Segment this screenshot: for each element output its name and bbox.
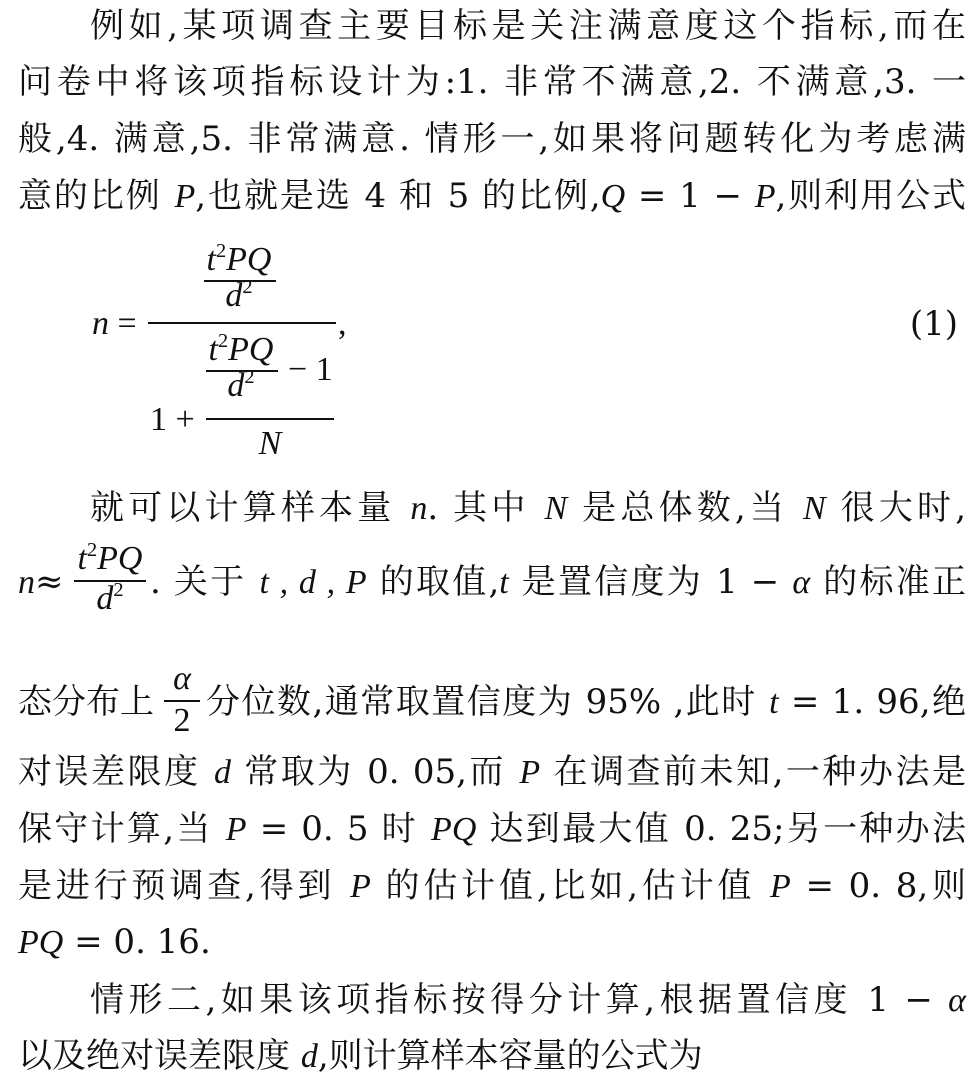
denominator-minus-one: − 1: [288, 351, 333, 388]
denominator-one-plus: 1 +: [150, 401, 195, 438]
equation-number: (1): [909, 304, 958, 344]
alpha-over-two-bottom: 2: [173, 702, 191, 739]
inline-fraction-bottom: $d^2$: [96, 578, 124, 617]
numerator-top: $t^2PQ$: [206, 239, 272, 278]
alpha-over-two-top: α: [173, 660, 191, 697]
text-line: PQ = 0. 16.: [18, 922, 211, 962]
text-line: 意的比例 P,也就是选 4 和 5 的比例,Q = 1 − P,则利用公式: [18, 176, 967, 216]
equation-lhs: n =: [92, 305, 137, 342]
text-line: 分位数,通常取置信度为 95% ,此时 t = 1. 96,绝: [206, 682, 966, 722]
denominator-N: N: [258, 425, 282, 462]
main-fraction-bar: [148, 322, 336, 324]
text-line: 例如,某项调查主要目标是关注满意度这个指标,而在: [90, 6, 966, 46]
text-line: 态分布上: [18, 682, 154, 722]
text-line: 保守计算,当 P = 0. 5 时 PQ 达到最大值 0. 25;另一种办法: [18, 809, 966, 849]
denominator-inner-top: $t^2PQ$: [208, 329, 274, 368]
denominator-inner-bottom: $d^2$: [227, 365, 255, 404]
text-line: . 关于 t , d , P 的取值,t 是置信度为 1 − α 的标准正: [150, 562, 967, 602]
denominator-fraction-bar: [206, 418, 334, 420]
sample-size-equation: [92, 238, 972, 468]
equation-comma: ,: [338, 305, 347, 342]
numerator-bottom: $d^2$: [225, 275, 253, 314]
text-line: 对误差限度 d 常取为 0. 05,而 P 在调查前未知,一种办法是: [18, 752, 966, 792]
text-line: 以及绝对误差限度 d,则计算样本容量的公式为: [18, 1036, 703, 1076]
text-line: 情形二,如果该项指标按得分计算,根据置信度 1 − α: [90, 980, 966, 1020]
text-line: 是进行预调查,得到 P 的估计值,比如,估计值 P = 0. 8,则: [18, 866, 966, 906]
text-line: 问卷中将该项指标设计为:1. 非常不满意,2. 不满意,3. 一: [18, 62, 966, 102]
text-line: 般,4. 满意,5. 非常满意. 情形一,如果将问题转化为考虑满: [18, 119, 966, 159]
text-line: 就可以计算样本量 n. 其中 N 是总体数,当 N 很大时,: [90, 488, 966, 528]
text-line: n≈: [18, 562, 64, 602]
inline-fraction-top: $t^2PQ$: [77, 538, 143, 577]
